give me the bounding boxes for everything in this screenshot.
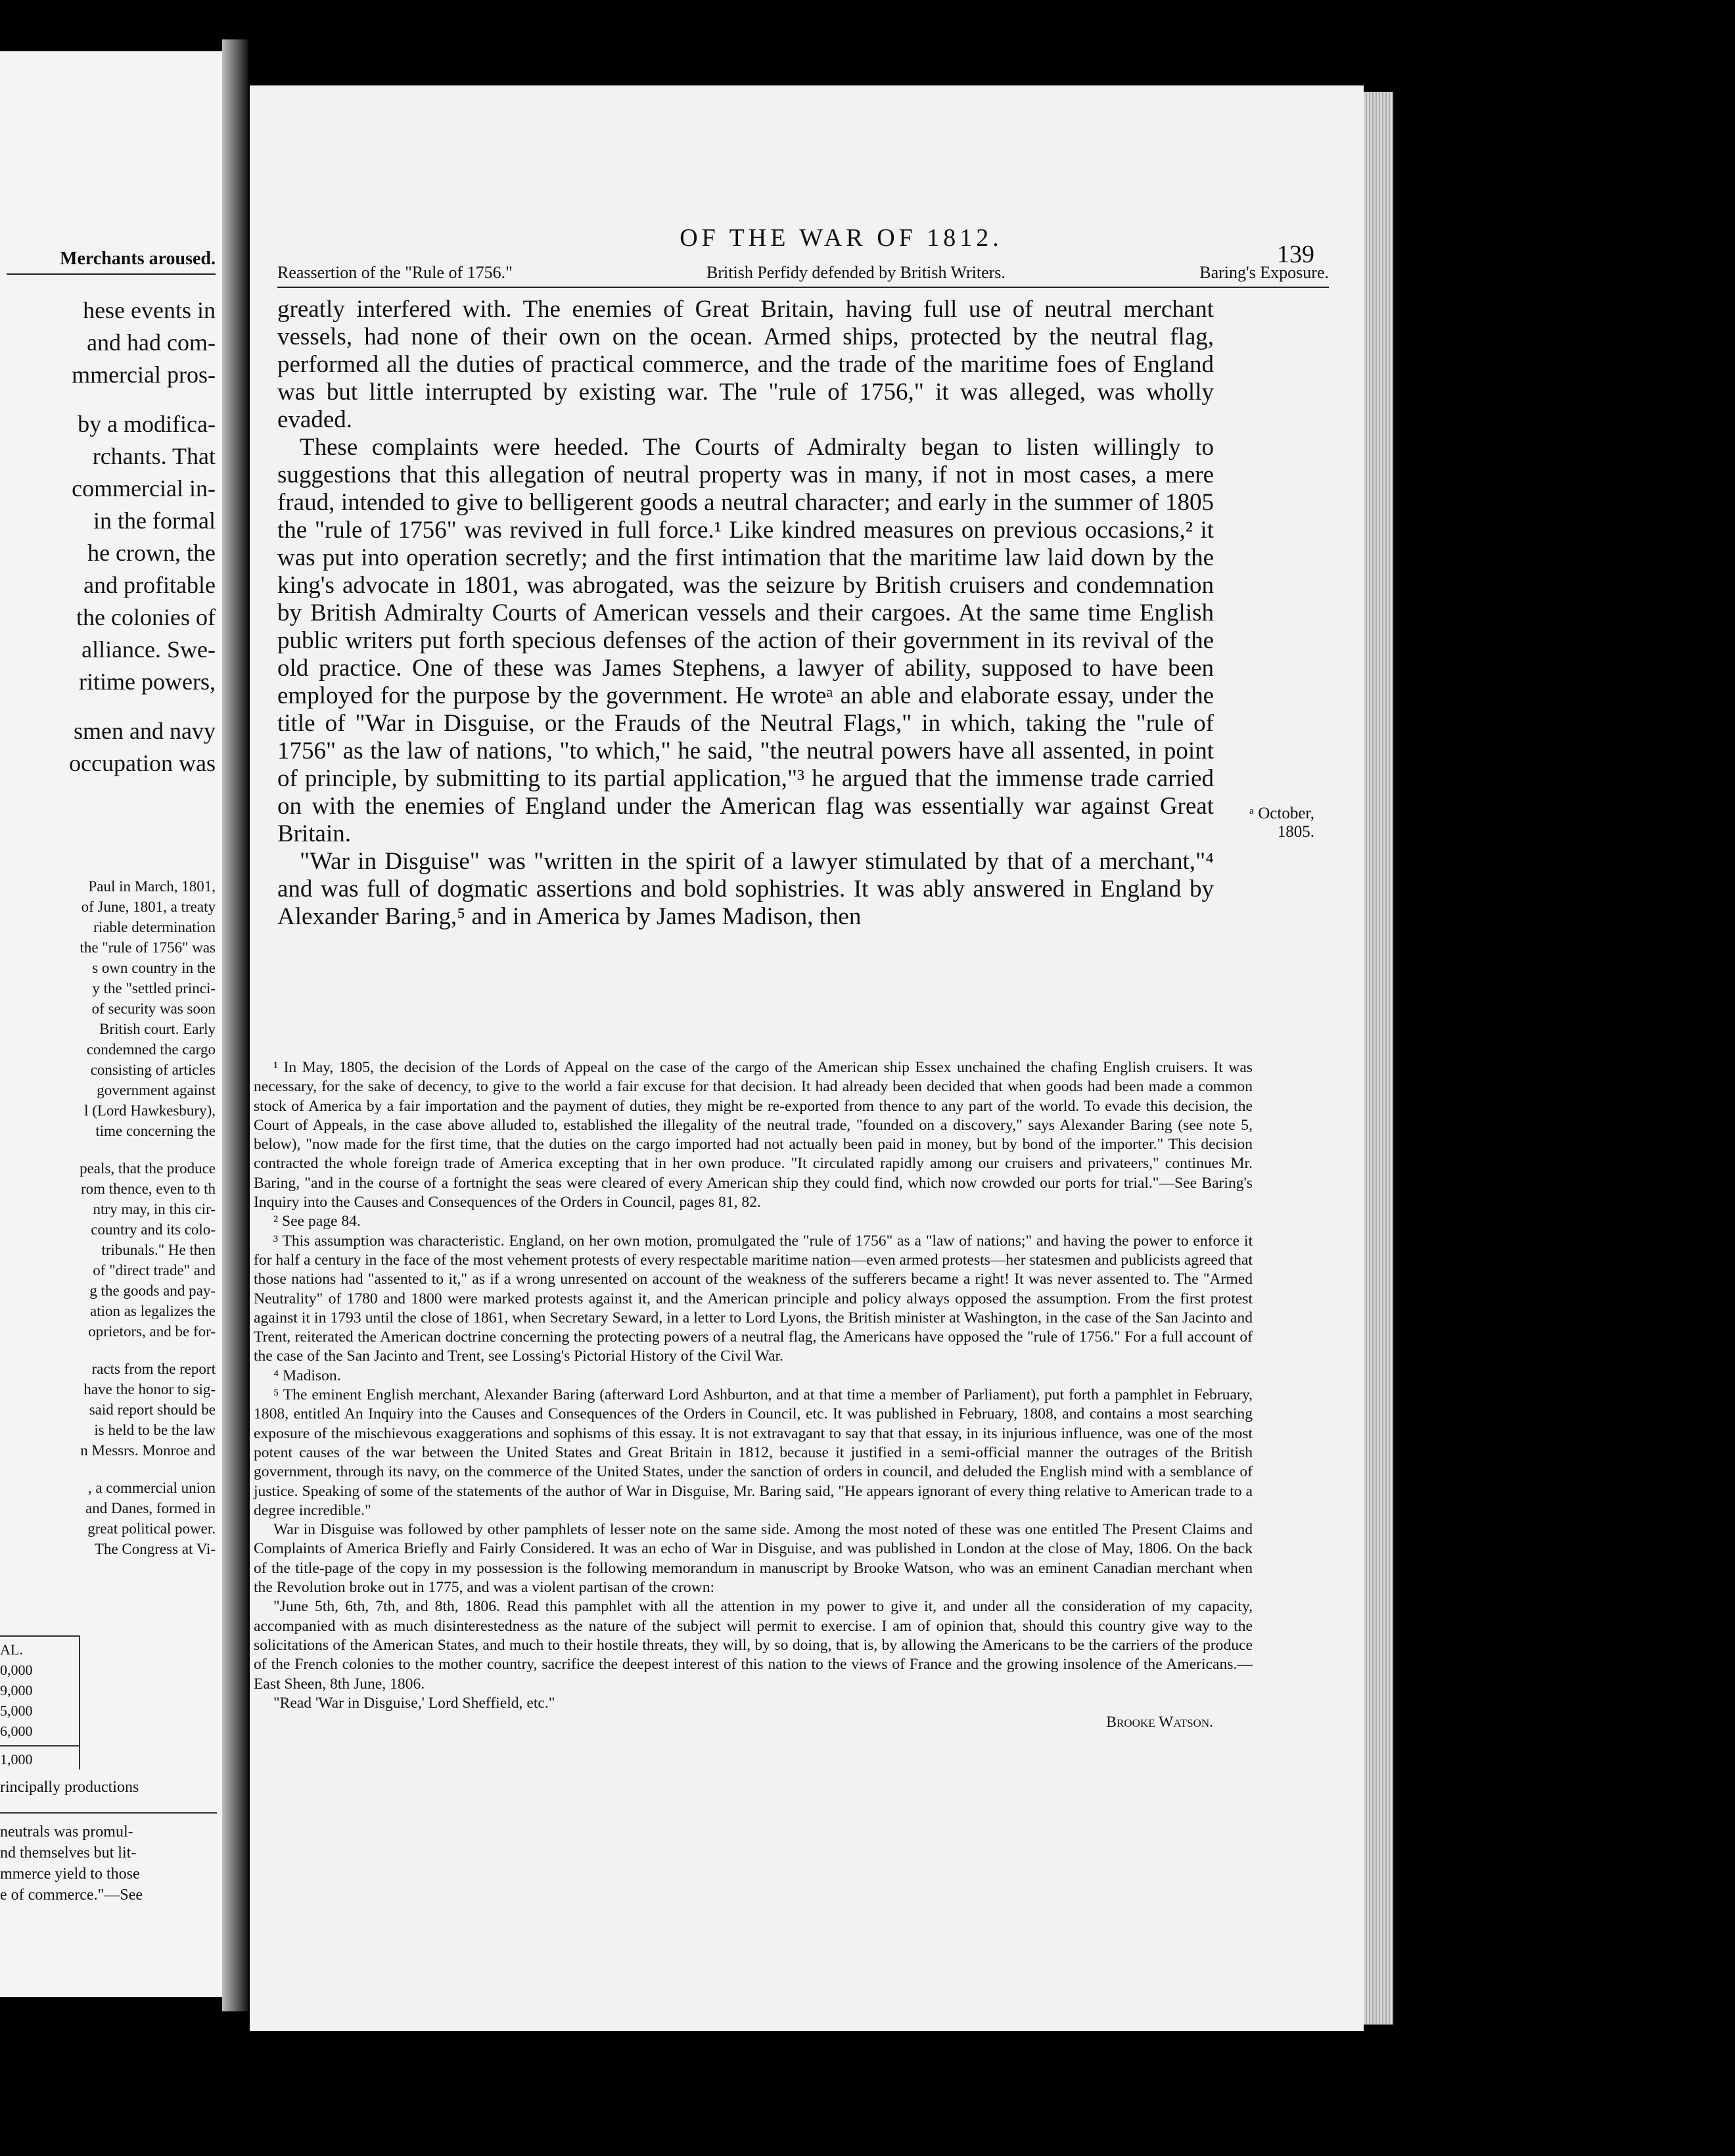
note-line: time concerning the (95, 1123, 216, 1139)
footnote: "June 5th, 6th, 7th, and 8th, 1806. Read this pamphlet with all the attention in my power to give it, and under all the consideration of my capacity, accompanied with as much disinterestedness as the nature of the subject will permit to exercise. I am of opinion that, should this country give way to the solicitations of the American States, and much to their hostile threats, they will, by so doing, that is, by allowing the Americans to be the carriers of the produce of the French colonies to the mother country, sacrifice the deepest interest of this nation to the views of France and the growing insolence of the Americans.—East Sheen, 8th June, 1806. (254, 1598, 1253, 1693)
left-page-table (0, 1635, 80, 1769)
note-line: said report should be (89, 1401, 216, 1418)
footnote: ⁵ The eminent English merchant, Alexander Baring (afterward Lord Ashburton, and at that time a member of Parliament), put forth a pamphlet in February, 1808, entitled An Inquiry into the Causes and Consequences of the Orders in Council, etc. It was published in February, 1808, and contains a most searching exposure of the mischievous exaggerations and sophisms of this essay. It is not extravagant to say that that essay, in its injurious influence, was one of the most potent causes of the war between the United States and Great Britain in 1812, because it justified in a semi-official manner the outrages of the British government, through its navy, on the commerce of the United States, under the sanction of orders in council, and deluded the English mind with a semblance of justice. Speaking of some of the statements of the author of War in Disguise, Mr. Baring said, "He appears ignorant of every thing relative to American trade to a degree incredible." (254, 1386, 1253, 1519)
text-line: rincipally productions (0, 1779, 139, 1796)
note-line: oprietors, and be for- (88, 1323, 216, 1340)
sidenote-header (277, 263, 1329, 288)
paragraph-gap (7, 391, 216, 408)
footnotes (254, 1058, 1253, 1732)
paragraph: greatly interfered with. The enemies of Great Britain, having full use of neutral merchant vessels, had none of their own on the ocean. Armed ships, protected by the neutral flag, performed all the duties of practical commerce, and the trade of the maritime foes of England was but little interrupted by existing war. The "rule of 1756," it was alleged, was wholly evaded. (277, 296, 1214, 433)
note-line: g the goods and pay- (89, 1282, 216, 1299)
note-line: consisting of articles (90, 1062, 216, 1078)
left-page-sidenote: Merchants aroused. (7, 248, 216, 275)
note-line: neutrals was promul- (0, 1823, 133, 1840)
margin-note-line: 1805. (1277, 823, 1314, 841)
page (250, 85, 1364, 2031)
text-line: the colonies of (76, 604, 216, 630)
page-number: 139 (1277, 241, 1314, 268)
footnote: ² See page 84. (273, 1213, 361, 1230)
table-header: AL. (0, 1641, 23, 1658)
footnote: ⁴ Madison. (273, 1367, 341, 1384)
paragraph-gap (7, 698, 216, 715)
note-line: , a commercial union (87, 1480, 216, 1496)
note-line: racts from the report (91, 1361, 216, 1377)
text-line: by a modifica- (78, 411, 216, 437)
sidenote: British Perfidy defended by British Writers. (706, 263, 1006, 282)
footnote: "Read 'War in Disguise,' Lord Sheffield, etc." (273, 1694, 555, 1712)
note-line: of security was soon (91, 1000, 216, 1017)
table-cell: 5,000 (0, 1702, 33, 1719)
left-page-footnotes (5, 876, 216, 1559)
margin-note (1222, 805, 1314, 841)
text-line: and had com- (87, 329, 216, 356)
text-line: commercial in- (72, 475, 216, 502)
text-line: rchants. That (92, 443, 216, 469)
paragraph-gap (5, 1342, 216, 1359)
note-line: nd themselves but lit- (0, 1844, 137, 1862)
note-line: ation as legalizes the (90, 1303, 216, 1319)
text-line: mmercial pros- (72, 362, 216, 388)
note-line: country and its colo- (91, 1221, 216, 1238)
table-cell: 9,000 (0, 1682, 33, 1699)
paragraph-gap (5, 1141, 216, 1158)
table-cell: 6,000 (0, 1723, 33, 1739)
note-line: peals, that the produce (80, 1160, 216, 1177)
note-line: great political power. (87, 1520, 216, 1537)
note-line: Paul in March, 1801, (88, 878, 216, 895)
text-line: in the formal (93, 507, 216, 534)
margin-note-line: ᵃ October, (1249, 805, 1314, 822)
sidenote: Reassertion of the "Rule of 1756." (277, 263, 513, 282)
note-line: of June, 1801, a treaty (81, 899, 216, 915)
note-line: British court. Early (99, 1021, 216, 1037)
note-line: government against (97, 1082, 216, 1098)
previous-page (0, 51, 222, 1997)
paragraph: "War in Disguise" was "written in the spirit of a lawyer stimulated by that of a merchant,"⁴ and was full of dogmatic assertions and bold sophistries. It was ably answered in England by Alexander Baring,⁵ and in America by James Madison, then (277, 848, 1214, 930)
note-line: ntry may, in this cir- (93, 1201, 216, 1217)
text-line: occupation was (69, 750, 216, 776)
text-line: hese events in (83, 297, 216, 323)
text-line: and profitable (83, 572, 216, 598)
divider (0, 1812, 217, 1814)
note-line: mmerce yield to those (0, 1865, 140, 1883)
footnote: ¹ In May, 1805, the decision of the Lords of Appeal on the case of the cargo of the American ship Essex unchained the chafing English cruisers. It was necessary, for the sake of decency, to give to the world a fair excuse for that decision. It had already been decided that when goods had been made a common stock of America by a fair importation and the payment of duties, they might be re-exported from thence to any part of the world. To evade this decision, the Court of Appeals, in the case above alluded to, established the illegality of the neutral trade, "founded on a discovery," says Alexander Baring (see note 5, below), "now made for the first time, that the duties on the cargo imported had not actually been paid in money, but by bond of the importer." This decision contracted the whole foreign trade of America excepting that in her own produce. "It circulated rapidly among our cruisers and privateers," continues Mr. Baring, "and in the course of a fortnight the seas were cleared of every American ship they could find, which now crowded our ports for trial."—See Baring's Inquiry into the Causes and Consequences of the Orders in Council, pages 81, 82. (254, 1059, 1253, 1211)
note-line: e of commerce."—See (0, 1886, 143, 1904)
note-line: condemned the cargo (86, 1041, 216, 1058)
signature: Brooke Watson. (1106, 1714, 1213, 1731)
note-line: s own country in the (92, 960, 216, 976)
body-text (277, 296, 1214, 931)
text-line: alliance. Swe- (81, 636, 216, 663)
paragraph-gap (5, 1461, 216, 1478)
page-edges (1364, 92, 1393, 2025)
note-line: and Danes, formed in (85, 1500, 216, 1516)
note-line: of "direct trade" and (93, 1262, 216, 1278)
note-line: l (Lord Hawkesbury), (84, 1102, 216, 1119)
note-line: tribunals." He then (101, 1242, 216, 1258)
running-title: OF THE WAR OF 1812. (680, 224, 1003, 252)
table-cell: 0,000 (0, 1662, 33, 1678)
note-line: riable determination (93, 919, 216, 935)
note-line: The Congress at Vi- (94, 1541, 216, 1557)
note-line: rom thence, even to th (80, 1181, 216, 1197)
note-line: the "rule of 1756" was (80, 939, 216, 956)
sidenote: Baring's Exposure. (1199, 263, 1329, 282)
note-line: is held to be the law (94, 1422, 216, 1438)
left-page-text (7, 294, 216, 780)
text-line: smen and navy (74, 718, 216, 744)
table-total: 1,000 (0, 1745, 79, 1769)
left-page-tail (0, 1777, 217, 1906)
note-line: y the "settled princi- (92, 980, 216, 996)
footnote: ³ This assumption was characteristic. England, on her own motion, promulgated the "rule of 1756" as a "law of nations;" and having the power to enforce it for half a century in the face of the most vehement protests of every respectable maritime nation—even armed protests—her statesmen and publicists agreed that those nations had "assented to it," as if a wrong unresented on account of the weakness of the sufferers became a right! It was never assented to. The "Armed Neutrality" of 1780 and 1800 were marked protests against it, and the American principle and policy always opposed the assumption. From the first protest against it in 1793 until the close of 1861, when Secretary Seward, in a letter to Lord Lyons, the British minister at Washington, in the case of the San Jacinto and Trent, reiterated the American doctrine concerning the protecting powers of a neutral flag, the Americans have opposed the "rule of 1756." For a full account of the case of the San Jacinto and Trent, see Lossing's Pictorial History of the Civil War. (254, 1232, 1253, 1365)
paragraph: These complaints were heeded. The Courts of Admiralty began to listen willingly to suggestions that this allegation of neutral property was in many, if not in most cases, a mere fraud, intended to give to belligerent goods a neutral character; and early in the summer of 1805 the "rule of 1756" was revived in full force.¹ Like kindred measures on previous occasions,² it was put into operation secretly; and the first intimation that the maritime law laid down by the king's advocate in 1801, was abrogated, was the seizure by British cruisers and condemnation by British Admiralty Courts of American vessels and their cargoes. At the same time English public writers put forth specious defenses of the action of their government in its revival of the old practice. One of these was James Stephens, a lawyer of ability, supposed to have been employed for the purpose by the government. He wroteᵃ an able and elaborate essay, under the title of "War in Disguise, or the Frauds of the Neutral Flags," in which, taking the "rule of 1756" as the law of nations, "to which," he said, "the neutral powers have all assented, in point of principle, by submitting to its partial application,"³ he argued that the immense trade carried on with the enemies of England under the American flag was essentially war against Great Britain. (277, 434, 1214, 847)
footnote: War in Disguise was followed by other pamphlets of lesser note on the same side. Among the most noted of these was one entitled The Present Claims and Complaints of America Briefly and Fairly Considered. It was an echo of War in Disguise, and was published in London at the close of May, 1806. On the back of the title-page of the copy in my possession is the following memorandum in manuscript by Brooke Watson, who was an eminent Canadian merchant when the Revolution broke out in 1775, and was a violent partisan of the crown: (254, 1521, 1253, 1597)
text-line: ritime powers, (79, 668, 216, 695)
note-line: n Messrs. Monroe and (80, 1442, 216, 1459)
text-line: he crown, the (87, 540, 216, 566)
note-line: have the honor to sig- (83, 1381, 216, 1397)
book-gutter (222, 39, 248, 2011)
